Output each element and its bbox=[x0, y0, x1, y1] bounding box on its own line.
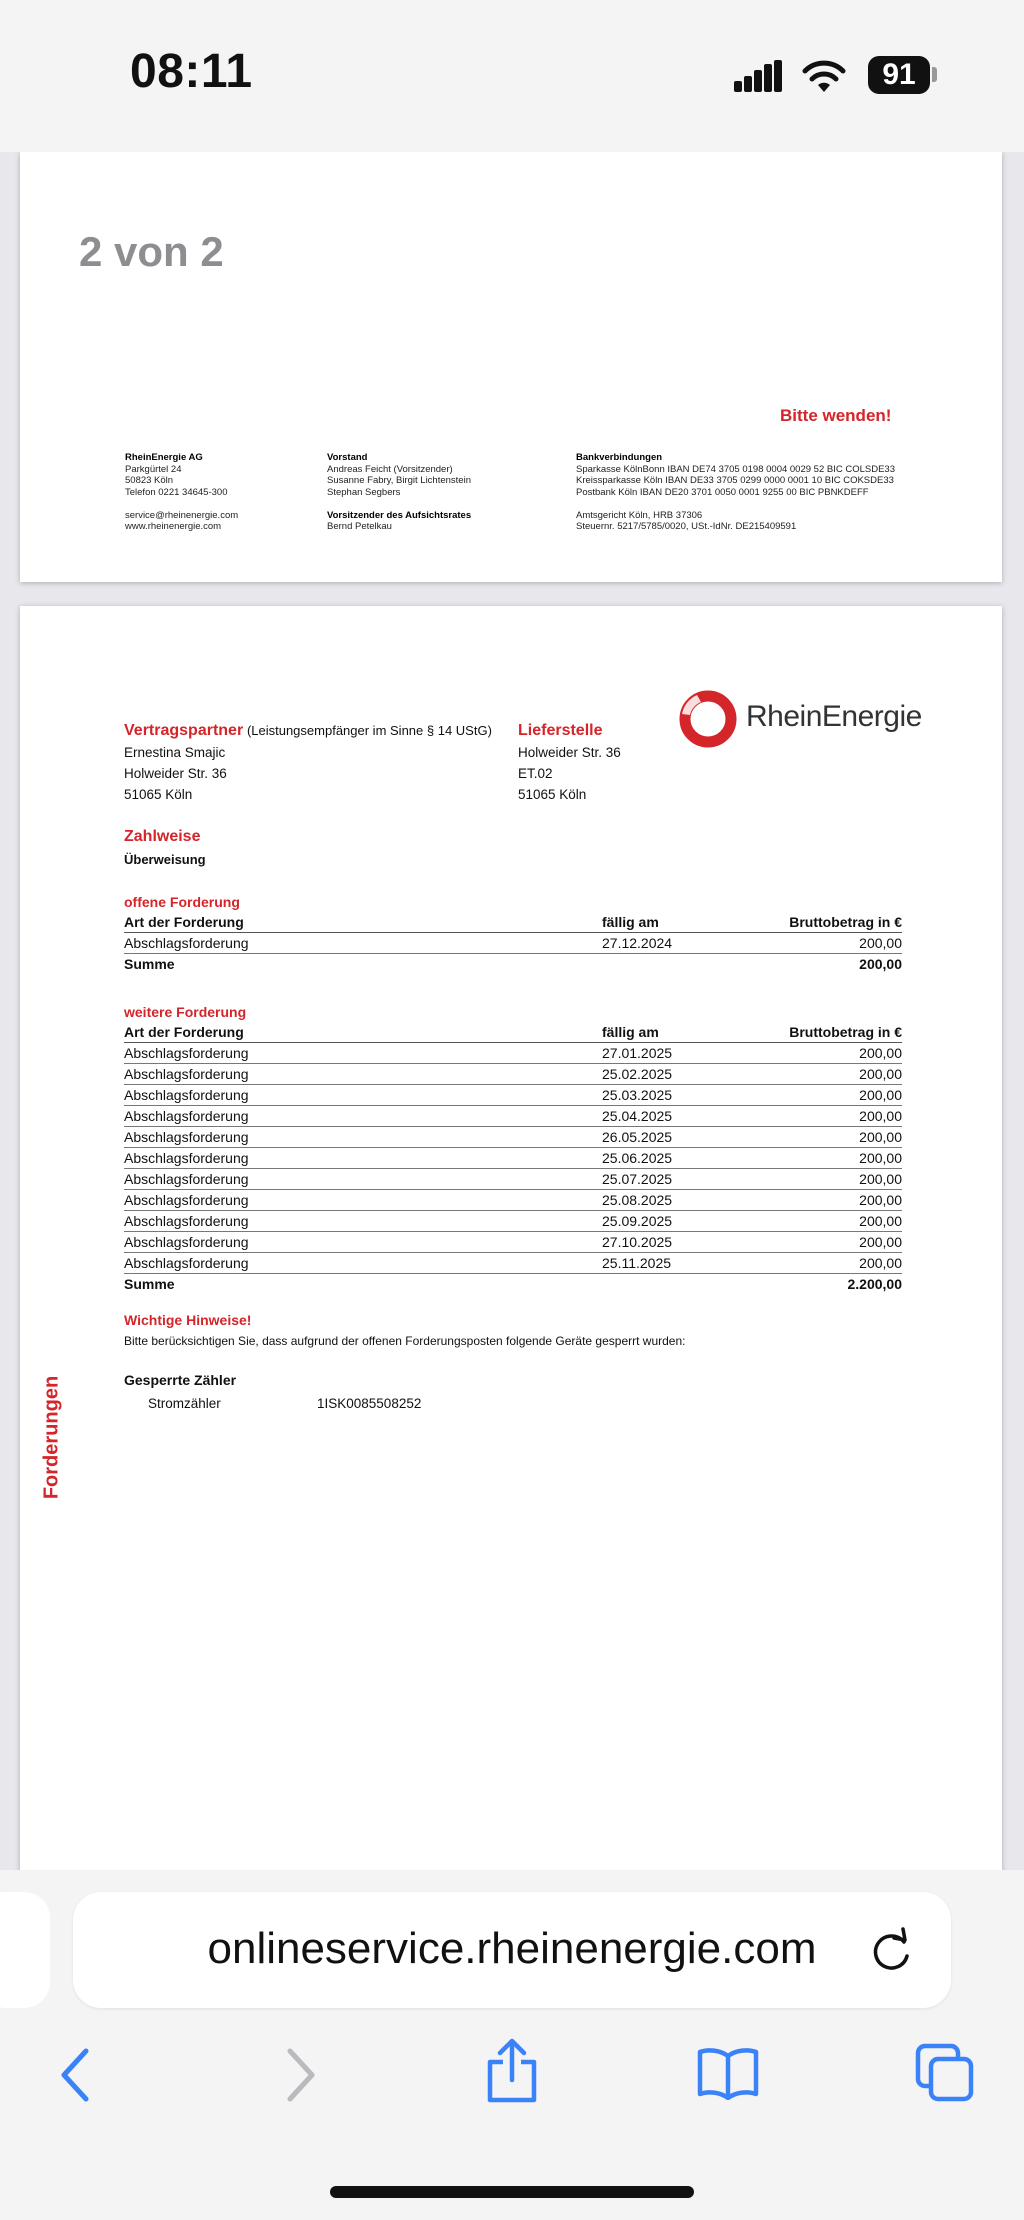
battery-cap bbox=[932, 67, 937, 82]
claim-amount: 200,00 bbox=[742, 933, 902, 954]
delivery-city: 51065 Köln bbox=[518, 787, 587, 802]
col-header-amount: Bruttobetrag in € bbox=[742, 1022, 902, 1043]
table-row: Abschlagsforderung 25.03.2025 200,00 bbox=[124, 1085, 902, 1106]
sum-value: 2.200,00 bbox=[847, 1275, 902, 1292]
table-header-row bbox=[124, 1022, 902, 1043]
table-header-row bbox=[124, 912, 902, 933]
table-row: Abschlagsforderung 27.10.2025 200,00 bbox=[124, 1232, 902, 1253]
notes-text: Bitte berücksichtigen Sie, dass aufgrund der offenen Forderungsposten folgende Geräte gesperrt wurden: bbox=[124, 1334, 686, 1348]
wifi-icon bbox=[800, 58, 848, 94]
blocked-meters-title: Gesperrte Zähler bbox=[124, 1372, 237, 1388]
forward-icon[interactable] bbox=[282, 2048, 318, 2102]
sum-value: 200,00 bbox=[859, 955, 902, 972]
table-row: Abschlagsforderung 25.08.2025 200,00 bbox=[124, 1190, 902, 1211]
col-header-due: fällig am bbox=[602, 1022, 742, 1043]
delivery-title: Lieferstelle bbox=[518, 722, 603, 739]
col-header-amount: Bruttobetrag in € bbox=[742, 912, 902, 933]
reload-icon[interactable] bbox=[868, 1926, 916, 1974]
table-row bbox=[124, 933, 902, 954]
payment-title: Zahlweise bbox=[124, 828, 201, 845]
battery-indicator: 91 bbox=[868, 56, 930, 94]
col-header-type: Art der Forderung bbox=[124, 912, 602, 933]
notes-title: Wichtige Hinweise! bbox=[124, 1312, 252, 1328]
share-icon[interactable] bbox=[484, 2038, 540, 2104]
tabs-icon[interactable] bbox=[914, 2042, 976, 2104]
table-row: Abschlagsforderung 27.01.2025 200,00 bbox=[124, 1043, 902, 1064]
col-header-due: fällig am bbox=[602, 912, 742, 933]
meter-id: 1ISK0085508252 bbox=[317, 1396, 422, 1411]
table-sum-row bbox=[124, 1274, 902, 1295]
table-row: Abschlagsforderung 25.09.2025 200,00 bbox=[124, 1211, 902, 1232]
open-claims-table bbox=[124, 912, 902, 974]
document-page-2 bbox=[20, 606, 1002, 1870]
partner-title: Vertragspartner bbox=[124, 722, 244, 739]
partner-name: Ernestina Smajic bbox=[124, 745, 226, 760]
back-icon[interactable] bbox=[58, 2048, 94, 2102]
logo-text: RheinEnergie bbox=[746, 700, 922, 733]
status-time: 08:11 bbox=[130, 45, 253, 98]
partner-street: Holweider Str. 36 bbox=[124, 766, 227, 781]
footer-banks: Bankverbindungen Sparkasse KölnBonn IBAN DE74 3705 0198 0004 0029 52 BIC COLSDE33 Kreissparkasse Köln IBAN DE33 3705 0299 0000 0001 10 BIC COKSDE33 Postbank Köln IBAN DE20 3701 0050 0001 9255 00 BIC PBNKDEFF Amtsgericht Köln, HRB 37306 Steuernr. 5217/5785/0020, USt.-IdNr. DE215409591 bbox=[576, 452, 895, 532]
sum-label: Summe bbox=[124, 1275, 175, 1292]
claim-due-date: 27.12.2024 bbox=[602, 933, 742, 954]
side-label: Forderungen bbox=[40, 1375, 63, 1500]
table-sum-row bbox=[124, 954, 902, 975]
table-row: Abschlagsforderung 25.07.2025 200,00 bbox=[124, 1169, 902, 1190]
delivery-street: Holweider Str. 36 bbox=[518, 745, 621, 760]
further-claims-title: weitere Forderung bbox=[124, 1004, 247, 1020]
partner-title-row bbox=[124, 722, 492, 740]
delivery-unit: ET.02 bbox=[518, 766, 553, 781]
bookmarks-icon[interactable] bbox=[696, 2046, 760, 2100]
side-label-container bbox=[37, 1371, 67, 1511]
document-page-1 bbox=[20, 152, 1002, 582]
url-text[interactable]: onlineservice.rheinenergie.com bbox=[207, 1924, 817, 1973]
table-row: Abschlagsforderung 25.06.2025 200,00 bbox=[124, 1148, 902, 1169]
open-claims-title: offene Forderung bbox=[124, 894, 240, 910]
partner-city: 51065 Köln bbox=[124, 787, 193, 802]
table-row: Abschlagsforderung 25.02.2025 200,00 bbox=[124, 1064, 902, 1085]
col-header-type: Art der Forderung bbox=[124, 1022, 602, 1043]
table-row: Abschlagsforderung 25.04.2025 200,00 bbox=[124, 1106, 902, 1127]
table-row: Abschlagsforderung 25.11.2025 200,00 bbox=[124, 1253, 902, 1274]
turn-page-notice: Bitte wenden! bbox=[780, 406, 892, 425]
rheinenergie-logo-icon bbox=[677, 688, 739, 750]
partner-subtitle: (Leistungsempfänger im Sinne § 14 UStG) bbox=[246, 723, 492, 738]
claim-type: Abschlagsforderung bbox=[124, 933, 602, 954]
document-viewer[interactable] bbox=[0, 152, 1024, 1870]
further-claims-table bbox=[124, 1022, 902, 1294]
footer-company: RheinEnergie AG Parkgürtel 24 50823 Köln Telefon 0221 34645-300 service@rheinenergie.com www.rheinenergie.com bbox=[125, 452, 239, 532]
page-indicator: 2 von 2 bbox=[79, 228, 224, 275]
table-row: Abschlagsforderung 26.05.2025 200,00 bbox=[124, 1127, 902, 1148]
cellular-signal-icon bbox=[734, 60, 786, 94]
footer-board: Vorstand Andreas Feicht (Vorsitzender) Susanne Fabry, Birgit Lichtenstein Stephan Segbers Vorsitzender des Aufsichtsrates Bernd Petelkau bbox=[327, 452, 472, 532]
payment-method: Überweisung bbox=[124, 852, 206, 867]
meter-type: Stromzähler bbox=[148, 1396, 221, 1411]
home-indicator[interactable] bbox=[330, 2186, 694, 2198]
sum-label: Summe bbox=[124, 955, 175, 972]
